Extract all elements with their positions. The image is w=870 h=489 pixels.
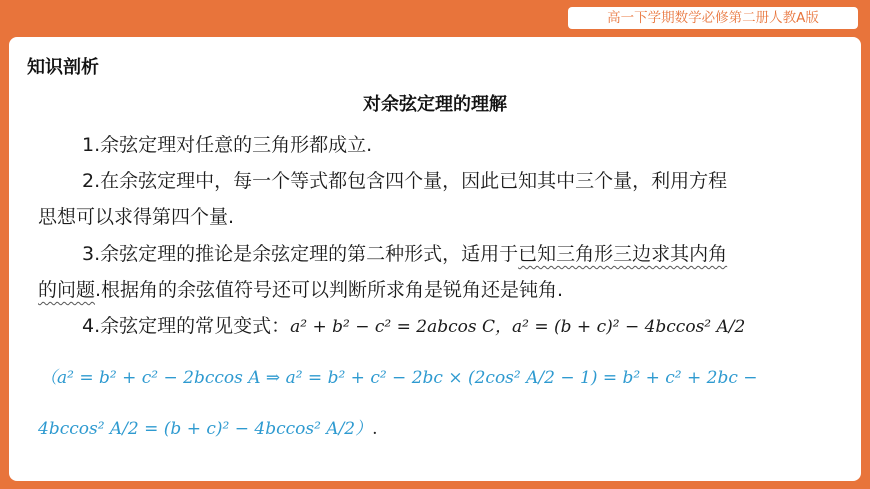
section-label: 知识剖析 — [27, 57, 99, 78]
point-3-text-a: 3.余弦定理的推论是余弦定理的第二种形式，适用于 — [82, 243, 519, 265]
point-3-highlight-b: 的问题 — [38, 279, 96, 301]
derivation-formula: 4bccos² A/2 = (b + c)² − 4bccos² A/2） — [38, 419, 373, 439]
course-label: 高一下学期数学必修第二册人教A版 — [568, 7, 858, 29]
derivation-line-1: （a² = b² + c² − 2bccos A ⇒ a² = b² + c² − 2bc × (2cos² A/2 − 1) = b² + c² + 2bc − — [40, 368, 758, 388]
point-3-line-2 — [38, 275, 563, 302]
point-3-highlight-a: 已知三角形三边求其内角 — [518, 243, 728, 265]
point-4-label: 4.余弦定理的常见变式： — [82, 315, 291, 337]
derivation-line-2 — [38, 414, 378, 439]
point-3-line-1 — [82, 239, 727, 266]
point-3-text-b: .根据角的余弦值符号还可以判断所求角是锐角还是钝角. — [95, 279, 564, 301]
point-2-line-1: 2.在余弦定理中，每一个等式都包含四个量，因此已知其中三个量，利用方程 — [82, 170, 728, 192]
point-4-formula: a² + b² − c² = 2abcos C，a² = (b + c)² − 4bccos² A/2 — [290, 317, 746, 337]
derivation-end-mark: . — [372, 419, 378, 439]
page-title: 对余弦定理的理解 — [363, 94, 507, 115]
point-2-line-2: 思想可以求得第四个量. — [38, 206, 235, 228]
point-1: 1.余弦定理对任意的三角形都成立. — [82, 134, 373, 156]
point-4 — [82, 311, 745, 338]
